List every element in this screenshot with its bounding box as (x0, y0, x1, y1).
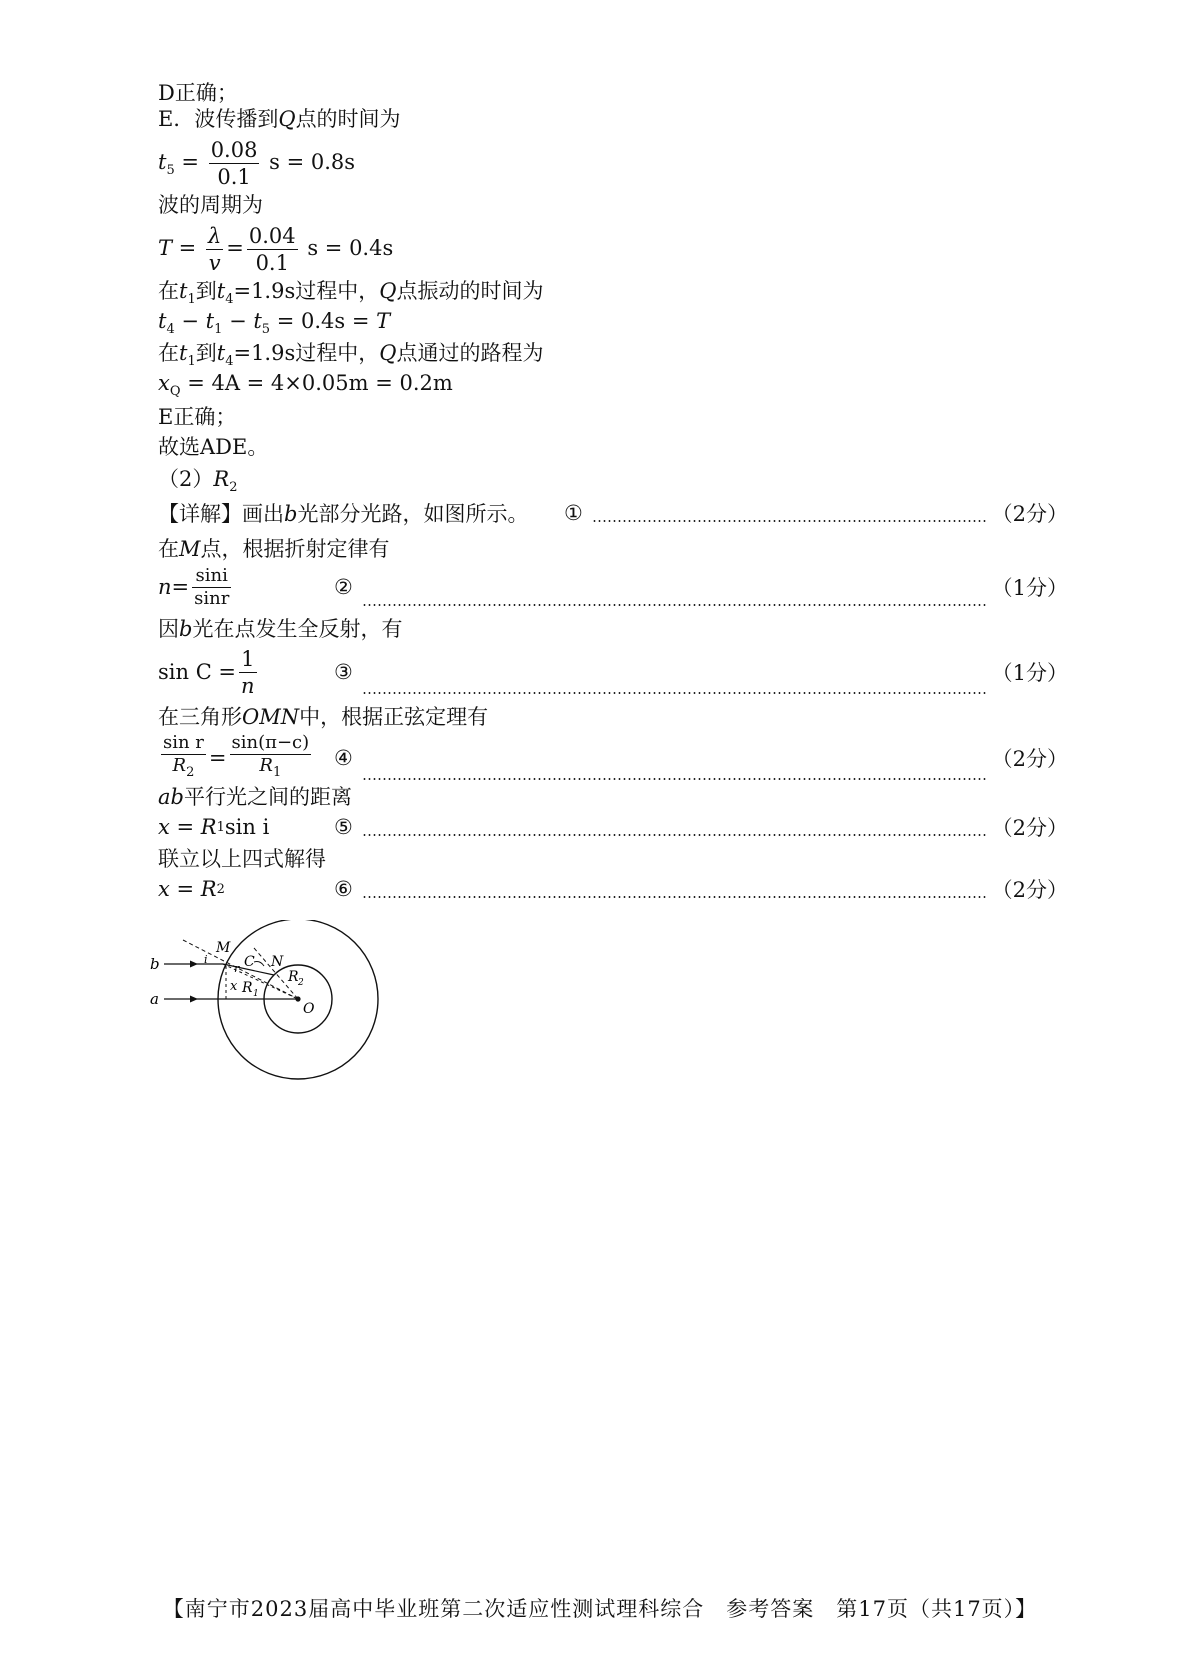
detail-text: 【详解】画出b光部分光路，如图所示。 (158, 502, 529, 526)
step-mark: ③ (334, 660, 353, 684)
dot-leader (362, 778, 988, 780)
step-4-row (158, 730, 1068, 786)
dot-leader (362, 692, 988, 694)
dot-leader (362, 896, 988, 898)
step-score: （1分） (991, 661, 1068, 685)
snell-formula: n= $\frac{\sin i}{\sin r}$ (158, 564, 230, 609)
step-mark: ② (334, 575, 353, 599)
center-point (295, 996, 300, 1001)
step-score: （2分） (991, 747, 1068, 771)
label-r2: R (288, 969, 299, 985)
dot-leader (362, 834, 988, 836)
vibration-time-intro: 在$t_1$到$t_4=1.9s$过程中，Q点振动的时间为 (158, 279, 544, 307)
step-1-row (158, 498, 1068, 528)
label-c: C (244, 954, 255, 970)
t5-fraction: $\frac{0.08}{0.1}$ (210, 138, 258, 189)
period-number-fraction: $\frac{0.04}{0.1}$ (248, 224, 296, 275)
at-m-line: 在M点，根据折射定律有 (158, 537, 390, 561)
page-footer: 【南宁市2023届高中毕业班第二次适应性测试理科综合 参考答案 第17页（共17页）】 (162, 1597, 1038, 1621)
step-score: （1分） (991, 576, 1068, 600)
label-x: x (230, 979, 238, 994)
arrow-b (190, 961, 198, 968)
label-o: O (303, 1001, 315, 1017)
step-5-row (158, 812, 1068, 842)
step-mark: ① (564, 501, 583, 525)
result-formula: x = R 2 (158, 877, 225, 901)
period-intro-line: 波的周期为 (158, 193, 263, 217)
label-r: r (234, 962, 240, 975)
total-reflection-line: 因b光在点发生全反射，有 (158, 617, 403, 641)
label-r1: R (242, 980, 253, 996)
arrow-a (190, 996, 198, 1003)
d-correct-line: D正确； (158, 81, 238, 105)
step-score: （2分） (991, 878, 1068, 902)
label-i: i (204, 953, 208, 966)
t5-equation: $t_5$ = $\frac{0.08}{0.1}$ s = 0.8s (158, 138, 356, 189)
distance-formula: x = R 1 sin i (158, 815, 270, 839)
lambda-over-v-fraction: $\frac{\lambda}{v}$ (207, 224, 222, 275)
label-r1-sub: 1 (253, 989, 259, 999)
e-correct-line: E正确； (158, 405, 237, 429)
step-6-row (158, 874, 1068, 904)
period-equation: T = $\frac{\lambda}{v}$ = $\frac{0.04}{0.1}$ s = 0.4s (158, 224, 394, 275)
step-mark: ④ (334, 746, 353, 770)
dot-leader (362, 604, 988, 606)
part2-answer: $(2)R_2$ (158, 467, 238, 495)
label-n: N (271, 954, 284, 970)
ab-distance-line: ab平行光之间的距离 (158, 785, 352, 809)
combine-line: 联立以上四式解得 (158, 847, 326, 871)
dot-leader (592, 520, 988, 522)
step-3-row (158, 644, 1068, 700)
critical-angle-formula: sin C = $\frac{1}{n}$ (158, 646, 255, 698)
label-b: b (150, 955, 160, 973)
answer-line: 故选ADE。 (158, 435, 269, 459)
path-intro: 在$t_1$到$t_4=1.9s$过程中，Q点通过的路程为 (158, 341, 544, 369)
label-a: a (150, 990, 159, 1008)
sine-law-formula: $\frac{\text{sin r}}{R_2}$ = $\frac{\sin(\pi-c)}{R_1}$ (163, 732, 310, 780)
triangle-line: 在三角形OMN中，根据正弦定理有 (158, 705, 489, 729)
step-score: （2分） (991, 816, 1068, 840)
vibration-time-equation: $t_4 - t_1 - t_5 = 0.4s = T$ (158, 309, 391, 337)
label-m: M (216, 940, 231, 956)
step-2-row (158, 562, 1068, 612)
path-equation: $x_Q = 4A = 4\times 0.05m = 0.2m$ (158, 371, 453, 399)
step-score: （2分） (991, 502, 1068, 526)
step-mark: ⑥ (334, 877, 353, 901)
optics-diagram (150, 920, 400, 1100)
angle-arc (254, 962, 264, 967)
e-intro-line: E．波传播到Q点的时间为 (158, 107, 401, 131)
label-r2-sub: 2 (298, 978, 304, 988)
step-mark: ⑤ (334, 815, 353, 839)
